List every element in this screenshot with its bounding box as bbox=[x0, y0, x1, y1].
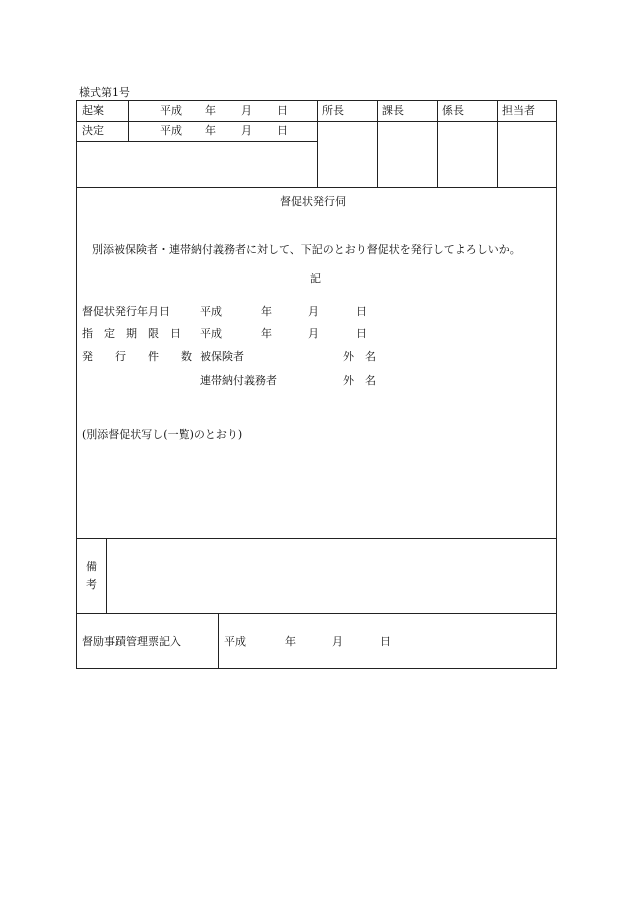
attachment-note: (別添督促状写し(一覧)のとおり) bbox=[82, 428, 243, 441]
register-year-unit: 年 bbox=[285, 635, 296, 648]
joint-obligor-count-text: 外 名 bbox=[343, 374, 376, 387]
issue-date-era: 平成 bbox=[200, 305, 222, 318]
role-shocho: 所長 bbox=[322, 104, 344, 117]
insured-label: 被保険者 bbox=[200, 350, 244, 363]
issue-date-day-unit: 日 bbox=[356, 305, 367, 318]
insured-count-text: 外 名 bbox=[343, 350, 376, 363]
kettei-label: 決定 bbox=[82, 124, 104, 137]
issue-date-year-unit: 年 bbox=[261, 305, 272, 318]
role-tantosha: 担当者 bbox=[502, 104, 535, 117]
deadline-era: 平成 bbox=[200, 327, 222, 340]
role-kakaricho: 係長 bbox=[442, 104, 464, 117]
document-title: 督促状発行伺 bbox=[280, 195, 346, 208]
register-day-unit: 日 bbox=[380, 635, 391, 648]
deadline-day-unit: 日 bbox=[356, 327, 367, 340]
register-month-unit: 月 bbox=[332, 635, 343, 648]
kian-year-unit: 年 bbox=[205, 104, 216, 117]
deadline-month-unit: 月 bbox=[308, 327, 319, 340]
kian-month-unit: 月 bbox=[241, 104, 252, 117]
issue-date-label: 督促状発行年月日 bbox=[82, 305, 170, 318]
role-kacho: 課長 bbox=[382, 104, 404, 117]
issue-date-month-unit: 月 bbox=[308, 305, 319, 318]
kian-era: 平成 bbox=[160, 104, 182, 117]
kettei-year-unit: 年 bbox=[205, 124, 216, 137]
kettei-day-unit: 日 bbox=[277, 124, 288, 137]
request-text: 別添被保険者・連帯納付義務者に対して、下記のとおり督促状を発行してよろしいか。 bbox=[92, 243, 521, 256]
remarks-label-bi: 備 bbox=[86, 560, 97, 573]
form-number: 様式第1号 bbox=[79, 86, 130, 99]
kian-label: 起案 bbox=[82, 104, 104, 117]
deadline-label: 指 定 期 限 日 bbox=[82, 327, 181, 340]
ki-marker: 記 bbox=[310, 272, 321, 285]
register-label: 督励事蹟管理票記入 bbox=[82, 635, 181, 648]
kettei-era: 平成 bbox=[160, 124, 182, 137]
register-era: 平成 bbox=[224, 635, 246, 648]
deadline-year-unit: 年 bbox=[261, 327, 272, 340]
count-label: 発 行 件 数 bbox=[82, 350, 192, 363]
remarks-label-ko: 考 bbox=[86, 578, 97, 591]
joint-obligor-label: 連帯納付義務者 bbox=[200, 374, 277, 387]
kian-day-unit: 日 bbox=[277, 104, 288, 117]
kettei-month-unit: 月 bbox=[241, 124, 252, 137]
